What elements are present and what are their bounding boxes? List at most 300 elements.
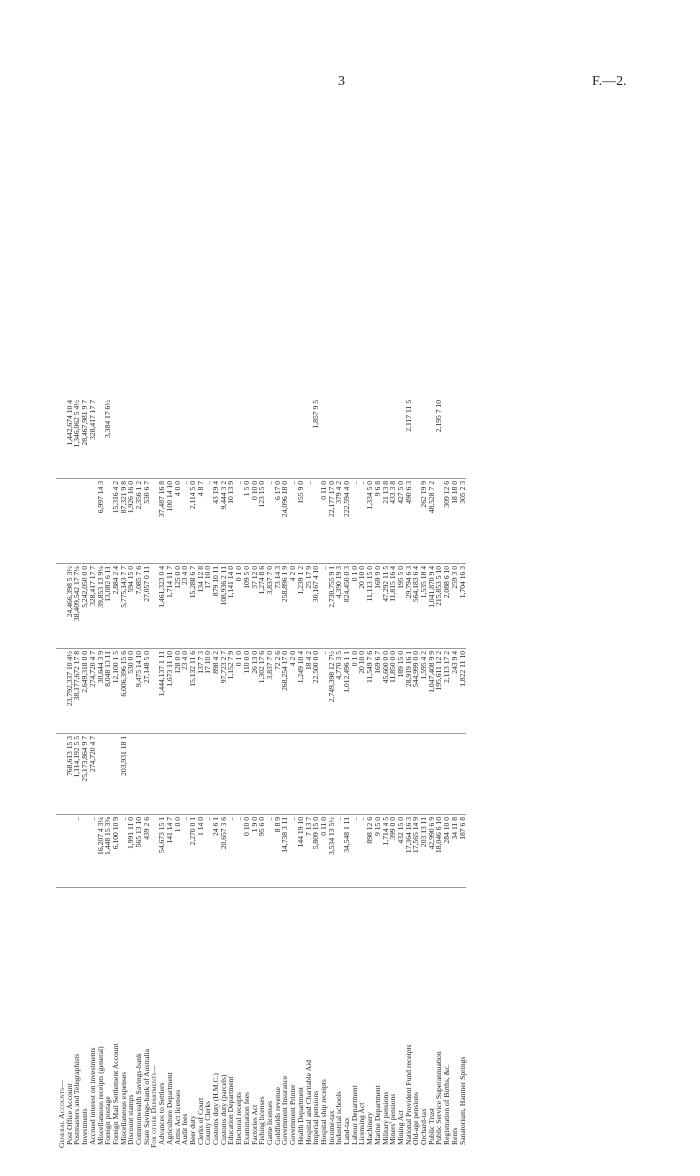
row-label: Orchard-tax bbox=[419, 1108, 429, 1145]
amount-cell bbox=[104, 734, 112, 815]
amount-cell: .. bbox=[181, 815, 189, 888]
amount-cell: 2,088 6 10 bbox=[443, 564, 451, 649]
amount-cell bbox=[135, 734, 143, 815]
amount-cell: 11,850 0 0 bbox=[389, 649, 397, 734]
amount-cell bbox=[266, 398, 274, 479]
amount-cell: 25,173,864 9 7 bbox=[81, 734, 89, 815]
amount-cell bbox=[297, 734, 305, 815]
table-row bbox=[451, 398, 459, 1150]
amount-cell: 1,302 17 6 bbox=[258, 649, 266, 734]
table-row bbox=[281, 398, 289, 1150]
amount-cell bbox=[66, 479, 74, 564]
amount-cell: 1,822 11 10 bbox=[459, 649, 467, 734]
amount-cell: 1,047,408 9 9 bbox=[428, 649, 436, 734]
amount-cell: 2,195 7 10 bbox=[435, 398, 443, 479]
amount-cell: 28,919 16 1 bbox=[405, 649, 413, 734]
table-row bbox=[297, 398, 305, 1150]
amount-cell bbox=[66, 815, 74, 888]
row-label: Government Insurance bbox=[280, 1075, 290, 1145]
amount-cell: 137 7 3 bbox=[197, 649, 205, 734]
amount-cell: 1,041,870 9 4 bbox=[428, 564, 436, 649]
amount-cell: .. bbox=[320, 564, 328, 649]
row-label: Post Office Account bbox=[64, 1083, 74, 1145]
amount-cell bbox=[459, 398, 467, 479]
amount-cell: 1 5 0 bbox=[243, 479, 251, 564]
row-label: State Savings-bank of Australia bbox=[141, 1049, 151, 1145]
amount-cell bbox=[382, 734, 390, 815]
row-label: Postmasters and Telegraphists bbox=[72, 1053, 82, 1145]
amount-cell bbox=[328, 734, 336, 815]
amount-cell: 95 6 0 bbox=[258, 815, 266, 888]
amount-cell: 123 15 0 bbox=[258, 479, 266, 564]
amount-cell bbox=[166, 734, 174, 815]
row-label: Government Printer bbox=[288, 1084, 298, 1145]
table-row bbox=[289, 398, 297, 1150]
amount-cell bbox=[266, 734, 274, 815]
row-label: Commonwealth Savings-bank bbox=[134, 1053, 144, 1145]
row-label: Accrued interest on investments bbox=[87, 1047, 97, 1145]
amount-cell: 3,837 7 0 bbox=[266, 564, 274, 649]
amount-cell: 1,012,496 1 1 bbox=[343, 649, 351, 734]
row-label: Foreign postage bbox=[103, 1096, 113, 1145]
amount-cell: 4,390 19 3 bbox=[335, 564, 343, 649]
row-label: Electoral receipts bbox=[234, 1092, 244, 1145]
table-row bbox=[312, 398, 320, 1150]
amount-cell: 38,409,542 17 7¼ bbox=[73, 564, 81, 649]
amount-cell: 0 11 0 bbox=[320, 815, 328, 888]
amount-cell bbox=[135, 398, 143, 479]
amount-cell bbox=[181, 398, 189, 479]
amount-cell: 5,775,143 7 7 bbox=[120, 564, 128, 649]
table-row bbox=[174, 398, 182, 1150]
amount-cell: 6 17 0 bbox=[274, 479, 282, 564]
amount-cell: 22,500 0 0 bbox=[312, 649, 320, 734]
amount-cell: .. bbox=[351, 479, 359, 564]
amount-cell: 1,595 4 2 bbox=[420, 649, 428, 734]
amount-cell: 48,528 7 2 bbox=[428, 479, 436, 564]
amount-cell: 1,926 16 0 bbox=[127, 479, 135, 564]
amount-cell bbox=[235, 734, 243, 815]
amount-cell bbox=[451, 734, 459, 815]
row-label: Imperial pensions bbox=[311, 1090, 321, 1145]
row-label: Old-age pensions bbox=[411, 1092, 421, 1145]
amount-cell: 12,100 1 5 bbox=[112, 649, 120, 734]
amount-cell: 17,565 14 9 bbox=[412, 815, 420, 888]
amount-cell bbox=[197, 398, 205, 479]
amount-cell: 2,270 0 1 bbox=[189, 815, 197, 888]
row-label: General Accounts— bbox=[57, 1079, 66, 1148]
amount-cell: 5,242,050 0 0 bbox=[81, 564, 89, 649]
amount-cell bbox=[297, 398, 305, 479]
amount-cell: 433 3 8 bbox=[389, 479, 397, 564]
amount-cell: 879 10 11 bbox=[212, 564, 220, 649]
amount-cell: 27,057 0 11 bbox=[143, 564, 151, 649]
amount-cell: 18 4 2 bbox=[305, 649, 313, 734]
amount-cell: 1,152 7 9 bbox=[227, 649, 235, 734]
amount-cell: 4 0 0 bbox=[174, 479, 182, 564]
row-label: Game licenses bbox=[264, 1100, 274, 1145]
amount-cell bbox=[382, 398, 390, 479]
amount-cell: 565 13 10 bbox=[135, 815, 143, 888]
amount-cell: 13,082 6 11 bbox=[104, 564, 112, 649]
amount-cell bbox=[328, 398, 336, 479]
row-label: Beer duty bbox=[187, 1115, 197, 1145]
amount-cell: 564,183 6 4 bbox=[412, 564, 420, 649]
amount-cell: 399 0 0 bbox=[389, 815, 397, 888]
amount-cell bbox=[459, 734, 467, 815]
amount-cell: 17,364 16 3 bbox=[405, 815, 413, 888]
amount-cell: 1,704 16 3 bbox=[459, 564, 467, 649]
amount-cell: 1,249 10 4 bbox=[297, 649, 305, 734]
row-label: Foreign Mail Settlement Account bbox=[110, 1043, 120, 1145]
amount-cell: 9 6 8 bbox=[374, 479, 382, 564]
amount-cell bbox=[312, 734, 320, 815]
table-row bbox=[258, 398, 266, 1150]
amount-cell bbox=[305, 734, 313, 815]
amount-cell bbox=[127, 398, 135, 479]
amount-cell: 34,548 1 11 bbox=[343, 815, 351, 888]
row-label: Hospital and Charitable Aid bbox=[303, 1060, 313, 1145]
table-row bbox=[351, 398, 359, 1150]
amount-cell: 24,466,398 5 3½ bbox=[66, 564, 74, 649]
amount-cell bbox=[435, 734, 443, 815]
amount-cell: 2,356 1 2 bbox=[135, 479, 143, 564]
amount-cell bbox=[274, 734, 282, 815]
amount-cell bbox=[366, 398, 374, 479]
amount-cell: 3,837 7 0 bbox=[266, 649, 274, 734]
amount-cell bbox=[281, 398, 289, 479]
amount-cell: 9,444 3 2 bbox=[220, 479, 228, 564]
amount-cell: 328,417 17 7 bbox=[89, 398, 97, 479]
amount-cell: 530 0 0 bbox=[127, 649, 135, 734]
amount-cell bbox=[120, 398, 128, 479]
amount-cell bbox=[351, 734, 359, 815]
amount-cell bbox=[197, 734, 205, 815]
amount-cell: 1,535 18 4 bbox=[420, 564, 428, 649]
amount-cell: 6,006,396 15 6 bbox=[120, 649, 128, 734]
row-label: Public Service Superannuation bbox=[434, 1051, 444, 1145]
amount-cell: 14,738 3 11 bbox=[281, 815, 289, 888]
rotated-ledger-table bbox=[56, 100, 646, 1150]
amount-cell: 18,046 6 10 bbox=[435, 815, 443, 888]
amount-cell: 427 5 0 bbox=[397, 479, 405, 564]
amount-cell: 1,334 5 0 bbox=[366, 479, 374, 564]
amount-cell bbox=[158, 398, 166, 479]
amount-cell: .. bbox=[289, 479, 297, 564]
table-row bbox=[212, 398, 220, 1150]
amount-cell: .. bbox=[335, 815, 343, 888]
amount-cell: 2,649,318 0 0 bbox=[81, 649, 89, 734]
amount-cell: .. bbox=[227, 815, 235, 888]
amount-cell: 24 6 1 bbox=[212, 815, 220, 888]
amount-cell: 47,292 11 5 bbox=[382, 564, 390, 649]
page-number: 3 bbox=[338, 74, 345, 89]
amount-cell: 243 9 4 bbox=[451, 649, 459, 734]
amount-cell: 20 10 0 bbox=[358, 649, 366, 734]
table-row bbox=[227, 398, 235, 1150]
amount-cell: 3,384 17 6½ bbox=[104, 398, 112, 479]
amount-cell: 2,749,398 12 7½ bbox=[328, 649, 336, 734]
table-row bbox=[397, 398, 405, 1150]
amount-cell: 23 4 0 bbox=[181, 564, 189, 649]
amount-cell bbox=[420, 734, 428, 815]
amount-cell: 195,611 12 2 bbox=[435, 649, 443, 734]
amount-cell: 39,853 13 9¼ bbox=[97, 564, 105, 649]
amount-cell: 1,448 15 3⅝ bbox=[104, 815, 112, 888]
amount-cell bbox=[220, 734, 228, 815]
table-row bbox=[81, 398, 89, 1150]
amount-cell bbox=[374, 398, 382, 479]
amount-cell: 8,048 13 11 bbox=[104, 649, 112, 734]
amount-cell: 28,467,981 9 7 bbox=[81, 398, 89, 479]
table-row bbox=[127, 398, 135, 1150]
table-row bbox=[235, 398, 243, 1150]
amount-cell: 898 4 2 bbox=[212, 649, 220, 734]
amount-cell: 259 3 0 bbox=[451, 564, 459, 649]
amount-cell: 128 0 0 bbox=[174, 649, 182, 734]
amount-cell: .. bbox=[235, 815, 243, 888]
row-label: Registration of Births, &c. bbox=[442, 1064, 452, 1145]
amount-cell: 38,177,672 17 8 bbox=[73, 649, 81, 734]
table-row bbox=[97, 398, 105, 1150]
amount-cell: 1,239 1 2 bbox=[297, 564, 305, 649]
amount-cell bbox=[389, 734, 397, 815]
amount-cell bbox=[335, 398, 343, 479]
amount-cell: 34 11 8 bbox=[451, 815, 459, 888]
amount-cell: 30,167 4 10 bbox=[312, 564, 320, 649]
page-reference: F.—2. bbox=[592, 74, 627, 89]
row-label: Sanatorium, Hanmer Springs bbox=[457, 1056, 467, 1145]
amount-cell: .. bbox=[73, 815, 81, 888]
row-label: County Clerks bbox=[203, 1100, 213, 1145]
amount-cell: 328,417 17 7 bbox=[89, 564, 97, 649]
amount-cell: 169 9 0 bbox=[374, 564, 382, 649]
amount-cell: 2,113 17 2 bbox=[443, 649, 451, 734]
amount-cell bbox=[73, 479, 81, 564]
amount-cell: 1,714 11 7 bbox=[166, 564, 174, 649]
amount-cell bbox=[251, 398, 259, 479]
amount-cell bbox=[397, 734, 405, 815]
amount-cell bbox=[389, 398, 397, 479]
amount-cell bbox=[204, 398, 212, 479]
amount-cell: 1 0 0 bbox=[174, 815, 182, 888]
row-label: Fishing licenses bbox=[257, 1096, 267, 1145]
amount-cell: 72 2 6 bbox=[274, 649, 282, 734]
amount-cell: 23,792,337 10 4½ bbox=[66, 649, 74, 734]
amount-cell: 0 1 0 bbox=[351, 649, 359, 734]
ledger-table bbox=[56, 398, 466, 1150]
amount-cell: 17 10 0 bbox=[204, 564, 212, 649]
amount-cell: 898 12 6 bbox=[366, 815, 374, 888]
row-label: Miners' pensions bbox=[388, 1093, 398, 1145]
row-label: Hospital ship receipts bbox=[318, 1079, 328, 1145]
amount-cell: 11,815 16 4 bbox=[389, 564, 397, 649]
amount-cell: .. bbox=[181, 479, 189, 564]
row-label: Miscellaneous receipts (general) bbox=[95, 1046, 105, 1145]
amount-cell: .. bbox=[289, 815, 297, 888]
amount-cell: 6,997 14 3 bbox=[97, 479, 105, 564]
amount-cell: .. bbox=[358, 479, 366, 564]
row-label: Land-tax bbox=[342, 1117, 352, 1145]
amount-cell: 155 9 0 bbox=[297, 479, 305, 564]
amount-cell: 11,549 7 6 bbox=[366, 649, 374, 734]
amount-cell: .. bbox=[89, 815, 97, 888]
amount-cell: 203,931 18 1 bbox=[120, 734, 128, 815]
amount-cell bbox=[212, 398, 220, 479]
amount-cell: 7,085 7 6 bbox=[135, 564, 143, 649]
amount-cell bbox=[358, 734, 366, 815]
row-label: Mining Act bbox=[395, 1110, 405, 1145]
amount-cell: 37,487 16 8 bbox=[158, 479, 166, 564]
amount-cell: .. bbox=[120, 815, 128, 888]
amount-cell: 21 13 8 bbox=[382, 479, 390, 564]
amount-cell bbox=[56, 479, 66, 564]
amount-cell bbox=[174, 398, 182, 479]
amount-cell: 1,857 9 5 bbox=[312, 398, 320, 479]
amount-cell: 379 4 2 bbox=[335, 479, 343, 564]
amount-cell: 54,673 15 1 bbox=[158, 815, 166, 888]
amount-cell bbox=[335, 734, 343, 815]
amount-cell: 18 18 0 bbox=[451, 479, 459, 564]
amount-cell: 23 4 0 bbox=[181, 649, 189, 734]
table-row bbox=[305, 398, 313, 1150]
amount-cell: 0 10 0 bbox=[251, 479, 259, 564]
table-row bbox=[143, 398, 151, 1150]
row-label: Investments bbox=[80, 1108, 90, 1145]
amount-cell: 215,853 5 10 bbox=[435, 564, 443, 649]
table-row bbox=[220, 398, 228, 1150]
amount-cell bbox=[443, 398, 451, 479]
amount-cell bbox=[374, 734, 382, 815]
amount-cell bbox=[112, 398, 120, 479]
amount-cell: .. bbox=[358, 815, 366, 888]
amount-cell: 24,096 18 0 bbox=[281, 479, 289, 564]
amount-cell bbox=[258, 398, 266, 479]
amount-cell: 29,794 6 3 bbox=[405, 564, 413, 649]
amount-cell: 1,673 11 10 bbox=[166, 649, 174, 734]
amount-cell: 17 10 0 bbox=[204, 649, 212, 734]
amount-cell bbox=[143, 398, 151, 479]
table-row bbox=[243, 398, 251, 1150]
amount-cell: 222,594 4 0 bbox=[343, 479, 351, 564]
amount-cell: 100 14 10 bbox=[166, 479, 174, 564]
amount-cell: 0 1 0 bbox=[235, 649, 243, 734]
amount-cell bbox=[97, 734, 105, 815]
amount-cell: 20,657 3 6 bbox=[220, 815, 228, 888]
row-label: Health Department bbox=[295, 1087, 305, 1145]
amount-cell: 1 14 0 bbox=[197, 815, 205, 888]
amount-cell bbox=[274, 398, 282, 479]
amount-cell: 134 12 8 bbox=[197, 564, 205, 649]
amount-cell: 262 19 9 bbox=[420, 479, 428, 564]
table-row bbox=[166, 398, 174, 1150]
amount-cell bbox=[212, 734, 220, 815]
amount-cell: 22,177 17 0 bbox=[328, 479, 336, 564]
amount-cell: 3,534 13 5½ bbox=[328, 815, 336, 888]
amount-cell bbox=[189, 398, 197, 479]
amount-cell: 2,884 2 4 bbox=[112, 564, 120, 649]
amount-cell: 203 13 11 bbox=[420, 815, 428, 888]
amount-cell: 258,896 1 9 bbox=[281, 564, 289, 649]
row-label: National Provident Fund receipts bbox=[403, 1044, 413, 1145]
amount-cell: 37 12 0 bbox=[251, 564, 259, 649]
table-row bbox=[189, 398, 197, 1150]
amount-cell: 25 17 9 bbox=[305, 564, 313, 649]
amount-cell: 1,991 11 0 bbox=[127, 815, 135, 888]
table-row bbox=[443, 398, 451, 1150]
amount-cell: 490 6 3 bbox=[405, 479, 413, 564]
row-label: Arms Act licenses bbox=[172, 1089, 182, 1145]
row-label: Income-tax bbox=[326, 1110, 336, 1145]
amount-cell: .. bbox=[266, 479, 274, 564]
amount-cell: .. bbox=[351, 815, 359, 888]
row-label: Licensing Act bbox=[357, 1102, 367, 1145]
amount-cell bbox=[451, 398, 459, 479]
amount-cell bbox=[150, 398, 158, 479]
amount-cell: 141 14 7 bbox=[166, 815, 174, 888]
amount-cell: 43 19 4 bbox=[212, 479, 220, 564]
row-label: Customs duty (parcels) bbox=[218, 1074, 228, 1145]
amount-cell: 2,114 5 0 bbox=[189, 479, 197, 564]
table-row bbox=[412, 398, 420, 1150]
amount-cell bbox=[243, 398, 251, 479]
amount-cell: 30,644 3 9 bbox=[97, 649, 105, 734]
amount-cell bbox=[56, 815, 66, 888]
amount-cell: 4 2 0 bbox=[289, 649, 297, 734]
amount-cell: 0 10 0 bbox=[243, 815, 251, 888]
amount-cell: 10 13 9 bbox=[227, 479, 235, 564]
amount-cell bbox=[81, 815, 89, 888]
amount-cell bbox=[405, 734, 413, 815]
table-row bbox=[405, 398, 413, 1150]
amount-cell: 109 5 0 bbox=[243, 564, 251, 649]
row-label: Agriculture Department bbox=[164, 1072, 174, 1145]
amount-cell: .. bbox=[266, 815, 274, 888]
amount-cell: 4,770 3 5 bbox=[335, 649, 343, 734]
amount-cell: 432 15 0 bbox=[397, 815, 405, 888]
amount-cell: 11,113 15 0 bbox=[366, 564, 374, 649]
amount-cell bbox=[189, 734, 197, 815]
amount-cell bbox=[220, 398, 228, 479]
table-row bbox=[135, 398, 143, 1150]
amount-cell bbox=[343, 398, 351, 479]
amount-cell: 169 6 7 bbox=[374, 649, 382, 734]
amount-cell: 1,114,192 5 5 bbox=[73, 734, 81, 815]
amount-cell: 15,316 4 2 bbox=[112, 479, 120, 564]
amount-cell: 284 10 0 bbox=[443, 815, 451, 888]
amount-cell bbox=[227, 398, 235, 479]
table-row bbox=[204, 398, 212, 1150]
amount-cell: .. bbox=[305, 479, 313, 564]
table-row bbox=[459, 398, 467, 1150]
amount-cell bbox=[443, 734, 451, 815]
amount-cell: 26 13 0 bbox=[251, 649, 259, 734]
amount-cell: 15,288 6 7 bbox=[189, 564, 197, 649]
amount-cell: 7 13 7 bbox=[305, 815, 313, 888]
amount-cell bbox=[289, 734, 297, 815]
row-label: Discount stamps bbox=[126, 1094, 136, 1145]
amount-cell bbox=[150, 734, 158, 815]
amount-cell bbox=[428, 734, 436, 815]
amount-cell: 0 1 0 bbox=[351, 564, 359, 649]
amount-cell: 0 11 0 bbox=[320, 479, 328, 564]
amount-cell: 6,100 10 9 bbox=[112, 815, 120, 888]
amount-cell bbox=[289, 398, 297, 479]
amount-cell: 16,207 4 3¼ bbox=[97, 815, 105, 888]
ledger-body bbox=[56, 398, 466, 1150]
amount-cell bbox=[412, 734, 420, 815]
amount-cell bbox=[204, 734, 212, 815]
